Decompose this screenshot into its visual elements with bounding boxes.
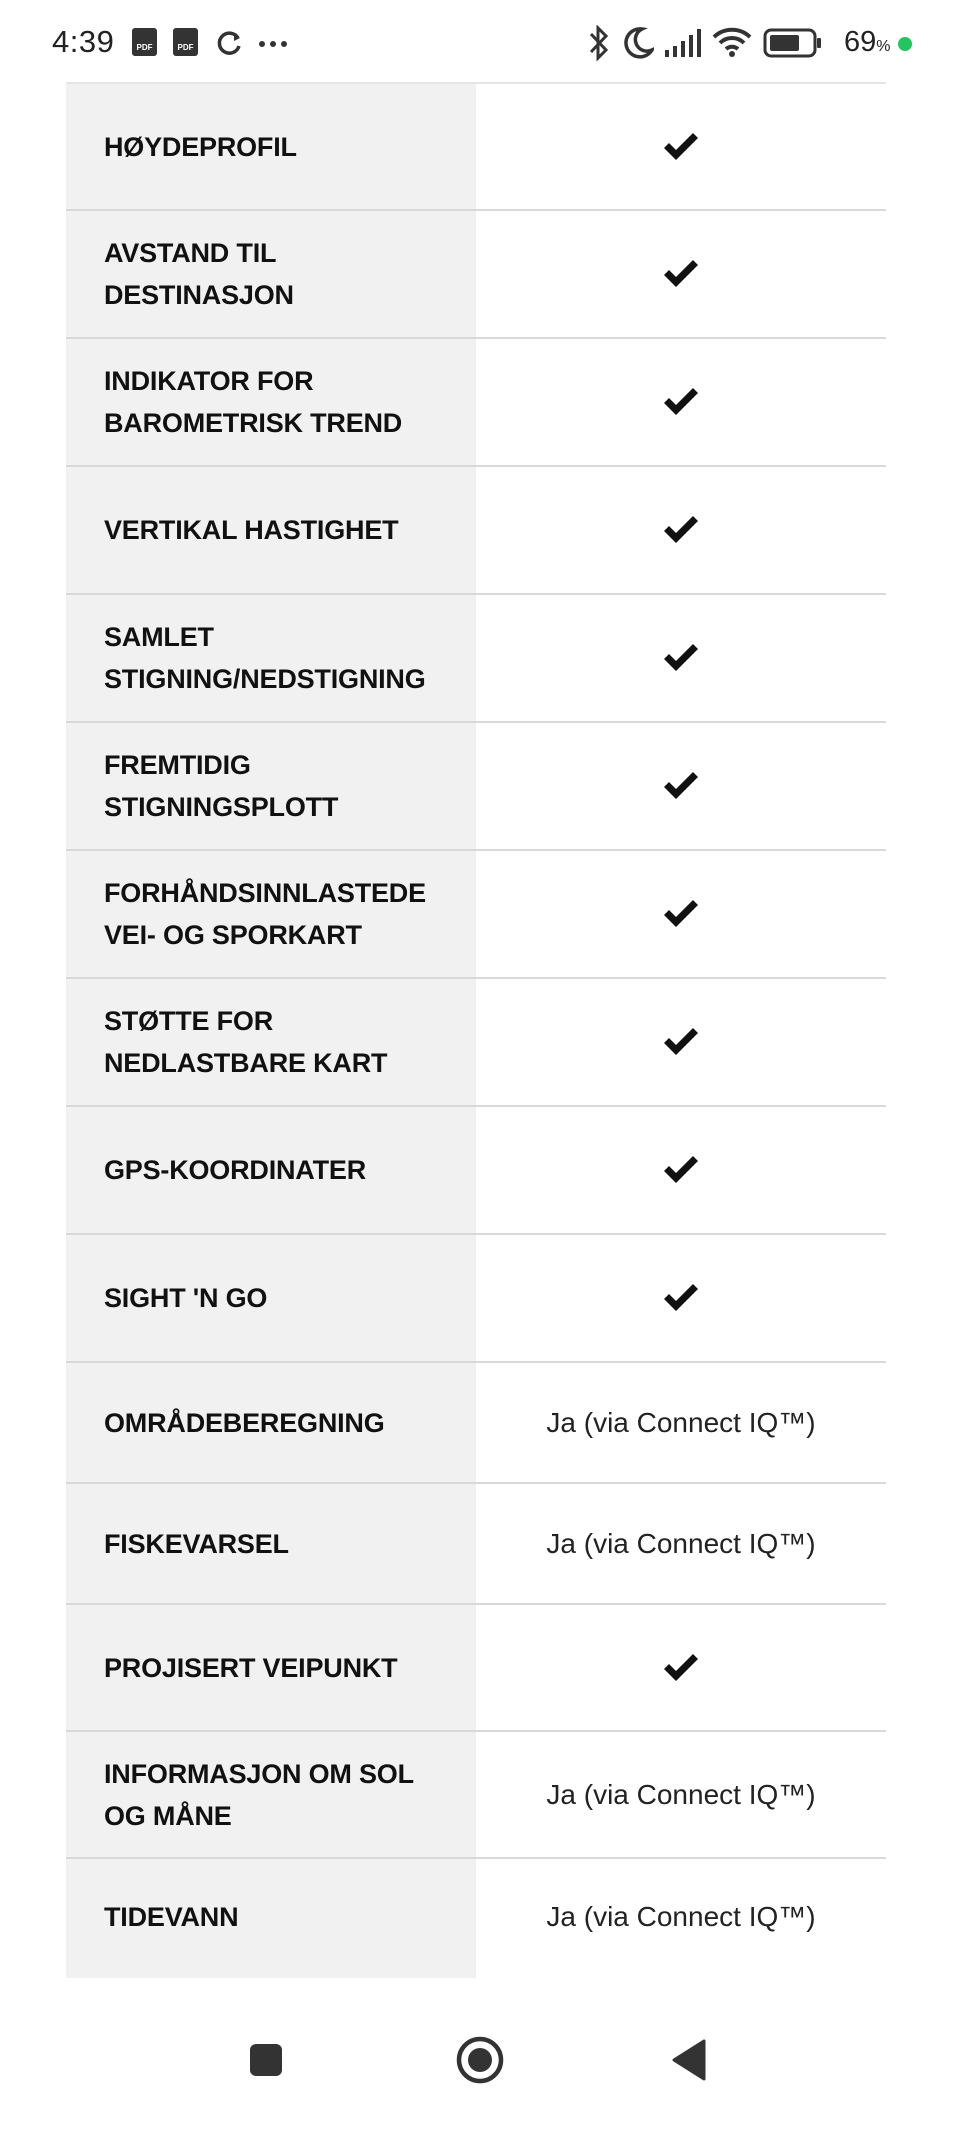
check-icon [663,515,699,545]
wifi-icon [712,26,752,58]
feature-value-check [476,1107,886,1233]
home-icon [455,2035,505,2085]
feature-value-check [476,84,886,209]
check-icon [663,1027,699,1057]
feature-value-check [476,851,886,977]
feature-label: GPS-KOORDINATER [66,1107,476,1233]
table-row [66,1105,886,1233]
recents-icon [248,2042,284,2078]
feature-value-check [476,979,886,1105]
check-icon [663,1283,699,1313]
check-icon [663,771,699,801]
back-icon [670,2039,710,2081]
table-row [66,337,886,465]
feature-label: FISKEVARSEL [66,1484,476,1603]
feature-label: STØTTE FOR NEDLASTBARE KART [66,979,476,1105]
feature-label: INDIKATOR FOR BAROMETRISK TREND [66,339,476,465]
check-icon [663,643,699,673]
table-row [66,1730,886,1857]
feature-value-check [476,211,886,337]
feature-label: PROJISERT VEIPUNKT [66,1605,476,1730]
feature-value-check [476,723,886,849]
check-icon [663,1653,699,1683]
signal-icon [664,28,702,58]
feature-label: OMRÅDEBEREGNING [66,1363,476,1482]
feature-label: INFORMASJON OM SOL OG MÅNE [66,1732,476,1857]
table-row [66,465,886,593]
battery-percent: 69% [844,26,891,58]
more-icon [258,40,288,48]
moon-icon [622,26,654,60]
battery-icon [763,28,823,58]
table-row [66,1857,886,1974]
bluetooth-icon [588,25,610,61]
check-icon [663,259,699,289]
table-row [66,1361,886,1482]
table-row [66,593,886,721]
feature-label: HØYDEPROFIL [66,84,476,209]
table-row [66,1603,886,1730]
table-row [66,82,886,209]
privacy-indicator-dot [898,37,912,51]
feature-label: FREMTIDIG STIGNINGSPLOTT [66,723,476,849]
pdf-icon: PDF [173,28,198,56]
feature-label: FORHÅNDSINNLASTEDE VEI- OG SPORKART [66,851,476,977]
table-row [66,849,886,977]
feature-value: Ja (via Connect IQ™) [546,1778,816,1810]
feature-value: Ja (via Connect IQ™) [546,1406,816,1438]
feature-label: SIGHT 'N GO [66,1235,476,1361]
feature-label: TIDEVANN [66,1859,476,1974]
table-row [66,1233,886,1361]
feature-value-check [476,339,886,465]
feature-label: AVSTAND TIL DESTINASJON [66,211,476,337]
feature-value-check [476,1605,886,1730]
home-button[interactable] [440,2020,520,2100]
feature-label: SAMLET STIGNING/NEDSTIGNING [66,595,476,721]
feature-value: Ja (via Connect IQ™) [546,1527,816,1559]
navigation-bar [0,2020,960,2134]
check-icon [663,387,699,417]
table-row [66,209,886,337]
feature-value: Ja (via Connect IQ™) [546,1900,816,1932]
feature-label: VERTIKAL HASTIGHET [66,467,476,593]
check-icon [663,899,699,929]
table-bottom [66,1974,476,1978]
pdf-icon: PDF [132,28,157,56]
status-time: 4:39 [52,24,115,59]
feature-value-check [476,1235,886,1361]
recents-button[interactable] [226,2020,306,2100]
feature-value-check [476,467,886,593]
status-bar [0,0,960,82]
table-row [66,1482,886,1603]
table-row [66,977,886,1105]
table-row [66,721,886,849]
feature-value-check [476,595,886,721]
check-icon [663,1155,699,1185]
sync-icon [214,28,244,58]
back-button[interactable] [650,2020,730,2100]
check-icon [663,132,699,162]
spec-table [66,82,886,1978]
